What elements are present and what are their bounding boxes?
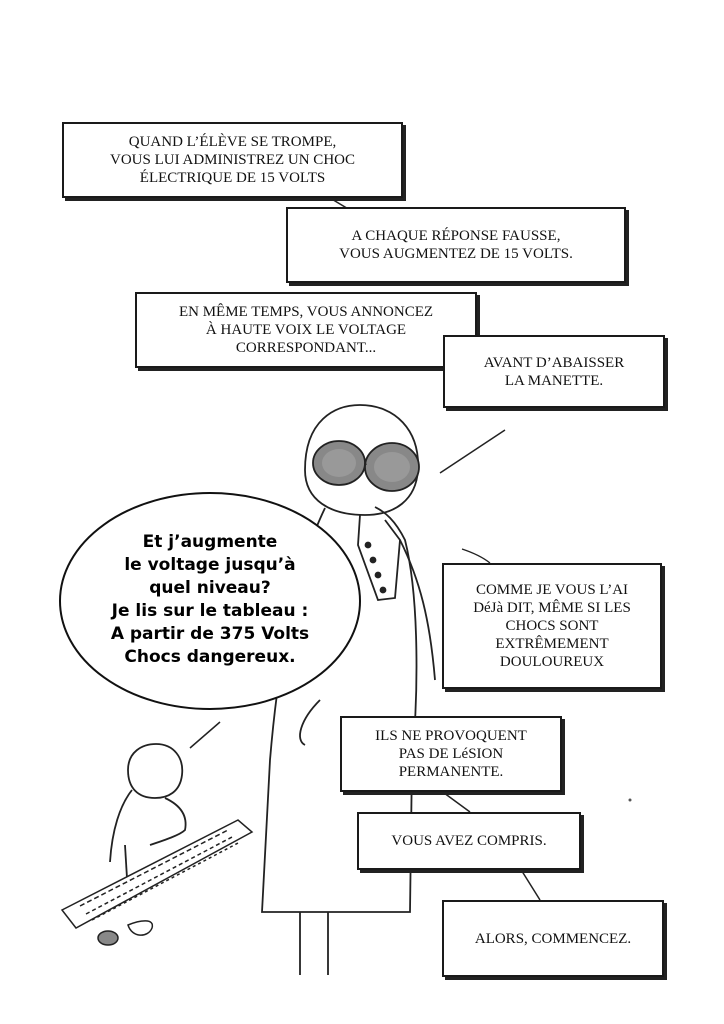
caption-text-7: VOUS AVEZ COMPRIS.: [391, 833, 547, 849]
speech-bubble: [60, 493, 360, 707]
caption-text-1: QUAND L’ÉLÈVE SE TROMPE, VOUS LUI ADMINISTREZ UN CHOC ÉLECTRIQUE DE 15 VOLTS: [109, 134, 355, 186]
caption-box-5: [442, 563, 662, 689]
caption-text-5: COMME JE VOUS L’AI DéJà DIT, MÊME SI LES CHOCS SONT EXTRÊMEMENT DOULOUREUX: [473, 582, 631, 670]
caption-tail-6: [440, 790, 470, 812]
caption-box-8: [442, 900, 664, 977]
caption-tail-4: [440, 430, 505, 473]
caption-box-2: [286, 207, 626, 283]
shock-generator: [62, 820, 252, 945]
caption-text-2: A CHAQUE RÉPONSE FAUSSE, VOUS AUGMENTEZ DE 15 VOLTS.: [339, 228, 573, 262]
caption-box-1: [62, 122, 403, 198]
speech-tail: [190, 722, 220, 748]
caption-box-4: [443, 335, 665, 408]
speech-bubble-text: Et j’augmente le voltage jusqu’à quel niveau? Je lis sur le tableau : A partir de 375 Volts Chocs dangereux.: [110, 532, 310, 667]
caption-box-6: [340, 716, 562, 792]
caption-text-8: ALORS, COMMENCEZ.: [474, 930, 632, 947]
caption-box-3: [135, 292, 477, 368]
caption-tail-5: [462, 549, 490, 563]
caption-box-7: [357, 812, 581, 870]
caption-text-6: ILS NE PROVOQUENT PAS DE LéSION PERMANENTE.: [375, 728, 527, 780]
caption-tail-7: [520, 868, 540, 900]
caption-text-4: AVANT D’ABAISSER LA MANETTE.: [483, 354, 625, 389]
caption-text-3: EN MÊME TEMPS, VOUS ANNONCEZ À HAUTE VOIX LE VOLTAGE CORRESPONDANT...: [178, 304, 434, 356]
